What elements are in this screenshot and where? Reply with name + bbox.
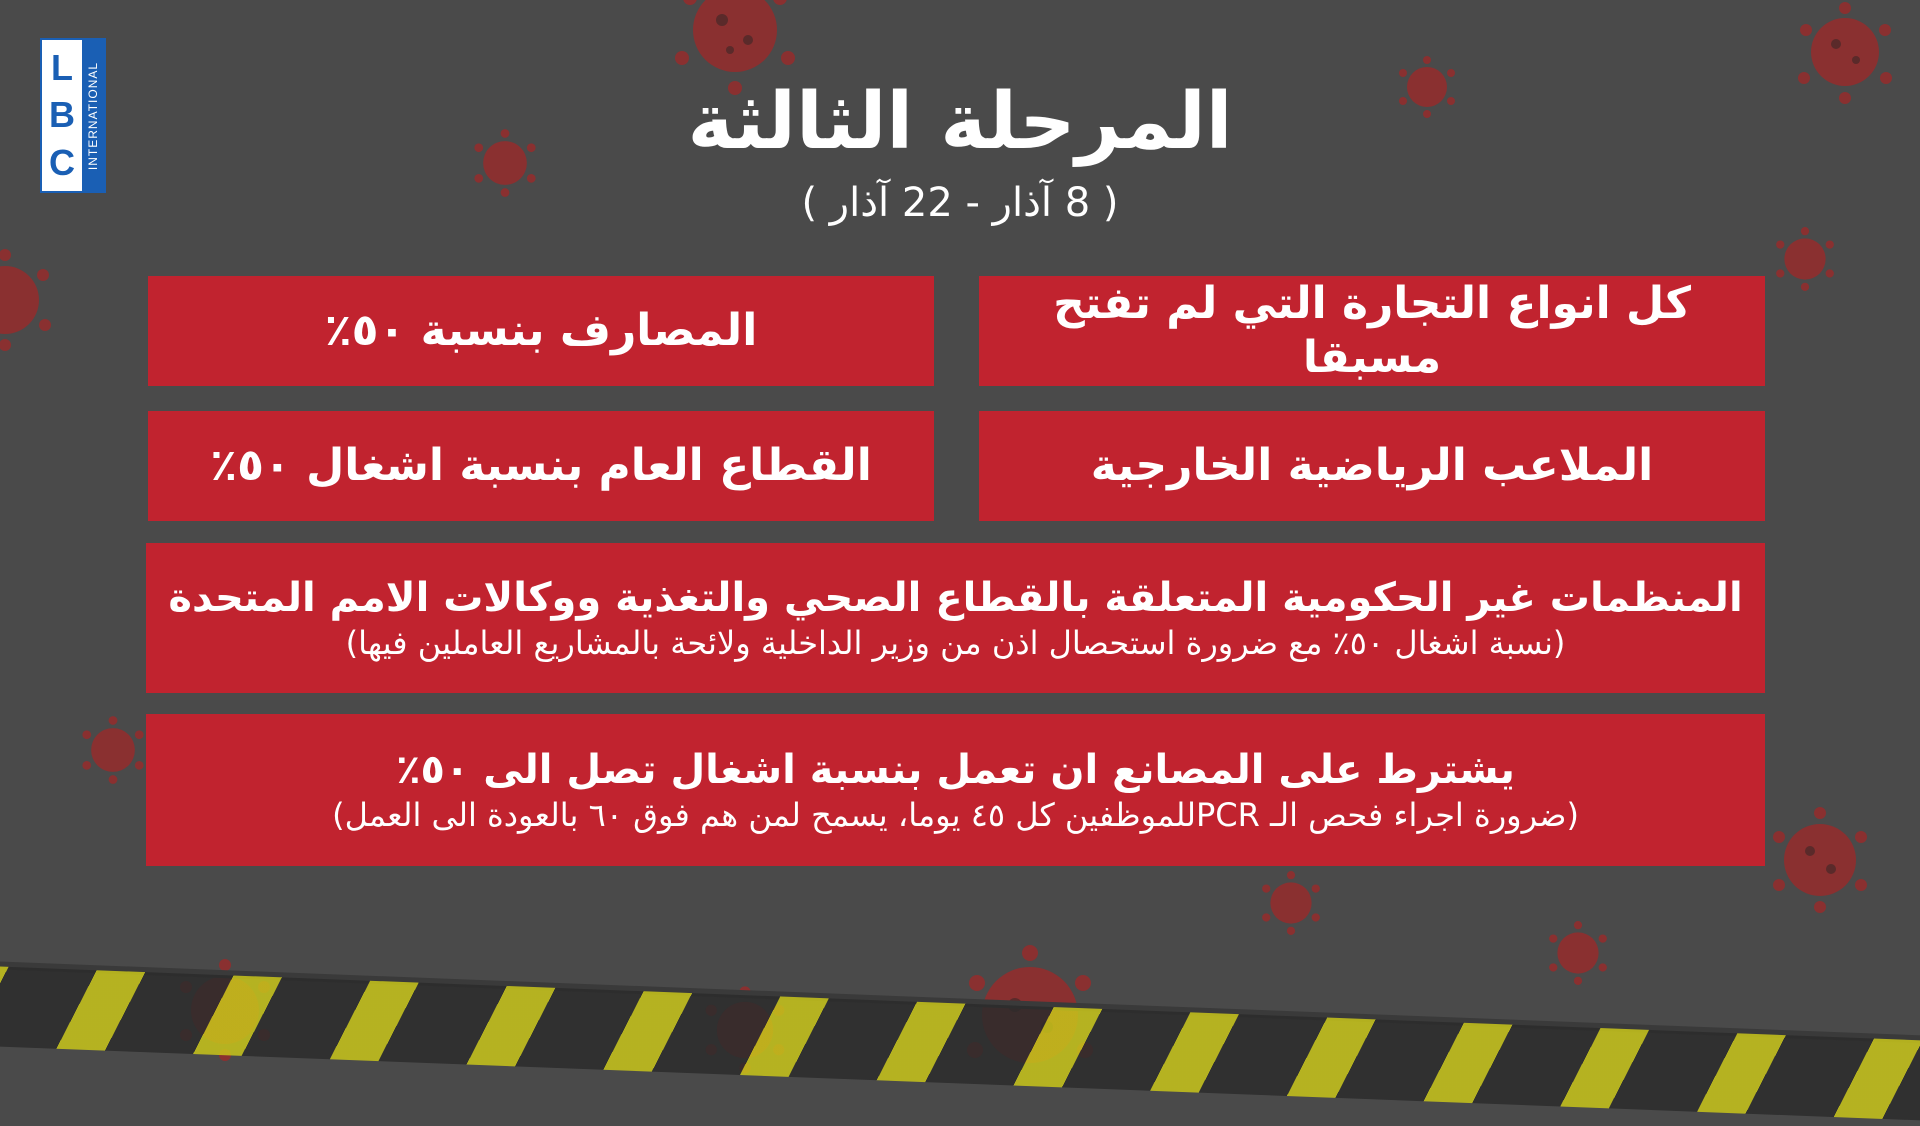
box-ngos-main: المنظمات غير الحكومية المتعلقة بالقطاع الصحي والتغذية ووكالات الامم المتحدة (168, 575, 1743, 621)
virus-illustration (0, 245, 60, 355)
virus-illustration (1765, 805, 1875, 915)
box-stadiums-text: الملاعب الرياضية الخارجية (1090, 440, 1654, 491)
box-factories-main: يشترط على المصانع ان تعمل بنسبة اشغال تصل الى ٥٠٪ (396, 747, 1515, 793)
box-banks-text: المصارف بنسبة ٥٠٪ (324, 305, 758, 356)
logo-letter-b: B (49, 94, 75, 136)
logo-tagline: INTERNATIONAL (86, 61, 100, 170)
box-banks (148, 276, 934, 386)
box-trade-text: كل انواع التجارة التي لم تفتح مسبقا (1053, 278, 1691, 383)
logo-letter-c: C (49, 142, 75, 184)
box-factories-sub: (ضرورة اجراء فحص الـ PCRللموظفين كل ٤٥ يوما، يسمح لمن هم فوق ٦٠ بالعودة الى العمل) (332, 796, 1579, 834)
box-public-sector-text: القطاع العام بنسبة اشغال ٥٠٪ (210, 440, 872, 491)
virus-illustration (1258, 870, 1324, 936)
virus-illustration (1772, 226, 1838, 292)
virus-illustration (78, 715, 148, 785)
box-stadiums (979, 411, 1765, 521)
box-factories (146, 714, 1765, 866)
box-trade (979, 276, 1765, 386)
logo-letter-l: L (51, 46, 73, 88)
box-public-sector (148, 411, 934, 521)
box-ngos (146, 543, 1765, 693)
date-range: ( 8 آذار - 22 آذار ) (801, 180, 1119, 226)
page-title: المرحلة الثالثة (687, 77, 1233, 167)
box-ngos-sub: (نسبة اشغال ٥٠٪ مع ضرورة استحصال اذن من وزير الداخلية ولائحة بالمشاريع العاملين فيها) (345, 624, 1566, 662)
virus-illustration (1545, 920, 1611, 986)
